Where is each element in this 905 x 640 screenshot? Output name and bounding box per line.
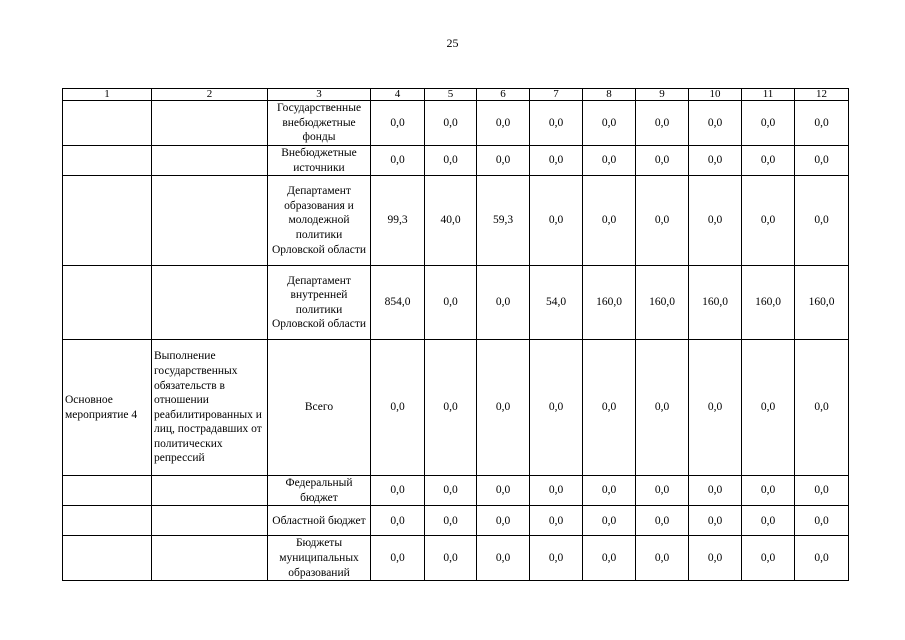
row-funding-source: Государственные внебюджетные фонды <box>268 101 371 146</box>
value-cell-col-11: 160,0 <box>742 266 795 340</box>
value-cell-col-12: 0,0 <box>795 506 849 536</box>
row-activity <box>63 536 152 581</box>
value-cell-col-5: 0,0 <box>425 476 477 506</box>
value-cell-col-6: 0,0 <box>477 506 530 536</box>
row-funding-source: Областной бюджет <box>268 506 371 536</box>
value-cell-col-12: 160,0 <box>795 266 849 340</box>
row-activity <box>63 506 152 536</box>
value-cell-col-10: 160,0 <box>689 266 742 340</box>
value-cell-col-8: 0,0 <box>583 340 636 476</box>
header-row <box>63 89 849 101</box>
value-cell-col-10: 0,0 <box>689 340 742 476</box>
value-cell-col-11: 0,0 <box>742 146 795 176</box>
row-activity <box>63 476 152 506</box>
row-description <box>152 266 268 340</box>
header-cell-5: 5 <box>425 89 477 101</box>
value-cell-col-9: 0,0 <box>636 146 689 176</box>
table-row <box>63 536 849 581</box>
value-cell-col-6: 0,0 <box>477 146 530 176</box>
value-cell-col-10: 0,0 <box>689 176 742 266</box>
page-number: 25 <box>446 36 459 50</box>
value-cell-col-8: 0,0 <box>583 536 636 581</box>
row-description <box>152 476 268 506</box>
value-cell-col-9: 0,0 <box>636 340 689 476</box>
row-funding-source: Федеральный бюджет <box>268 476 371 506</box>
value-cell-col-5: 0,0 <box>425 266 477 340</box>
value-cell-col-5: 0,0 <box>425 146 477 176</box>
value-cell-col-6: 0,0 <box>477 101 530 146</box>
value-cell-col-11: 0,0 <box>742 340 795 476</box>
value-cell-col-7: 0,0 <box>530 101 583 146</box>
row-funding-source: Всего <box>268 340 371 476</box>
table-row <box>63 506 849 536</box>
value-cell-col-12: 0,0 <box>795 476 849 506</box>
table-row <box>63 176 849 266</box>
value-cell-col-7: 0,0 <box>530 506 583 536</box>
value-cell-col-6: 0,0 <box>477 476 530 506</box>
value-cell-col-4: 99,3 <box>371 176 425 266</box>
value-cell-col-4: 0,0 <box>371 340 425 476</box>
value-cell-col-11: 0,0 <box>742 176 795 266</box>
budget-table <box>62 88 849 581</box>
value-cell-col-9: 0,0 <box>636 536 689 581</box>
row-activity <box>63 266 152 340</box>
value-cell-col-10: 0,0 <box>689 101 742 146</box>
value-cell-col-9: 0,0 <box>636 476 689 506</box>
value-cell-col-5: 0,0 <box>425 506 477 536</box>
row-funding-source: Департамент внутренней политики Орловской области <box>268 266 371 340</box>
value-cell-col-8: 0,0 <box>583 101 636 146</box>
header-cell-4: 4 <box>371 89 425 101</box>
row-activity: Основное мероприятие 4 <box>63 340 152 476</box>
header-cell-6: 6 <box>477 89 530 101</box>
value-cell-col-4: 0,0 <box>371 146 425 176</box>
value-cell-col-8: 0,0 <box>583 146 636 176</box>
value-cell-col-7: 0,0 <box>530 536 583 581</box>
value-cell-col-7: 0,0 <box>530 340 583 476</box>
table-row <box>63 476 849 506</box>
value-cell-col-8: 0,0 <box>583 476 636 506</box>
row-description <box>152 146 268 176</box>
value-cell-col-4: 0,0 <box>371 536 425 581</box>
header-cell-12: 12 <box>795 89 849 101</box>
header-cell-2: 2 <box>152 89 268 101</box>
value-cell-col-12: 0,0 <box>795 176 849 266</box>
row-activity <box>63 101 152 146</box>
value-cell-col-8: 160,0 <box>583 266 636 340</box>
value-cell-col-9: 0,0 <box>636 506 689 536</box>
value-cell-col-8: 0,0 <box>583 176 636 266</box>
value-cell-col-12: 0,0 <box>795 340 849 476</box>
value-cell-col-6: 59,3 <box>477 176 530 266</box>
value-cell-col-9: 160,0 <box>636 266 689 340</box>
value-cell-col-6: 0,0 <box>477 340 530 476</box>
value-cell-col-9: 0,0 <box>636 101 689 146</box>
row-description <box>152 536 268 581</box>
value-cell-col-4: 854,0 <box>371 266 425 340</box>
header-cell-7: 7 <box>530 89 583 101</box>
value-cell-col-10: 0,0 <box>689 506 742 536</box>
value-cell-col-6: 0,0 <box>477 266 530 340</box>
value-cell-col-9: 0,0 <box>636 176 689 266</box>
value-cell-col-4: 0,0 <box>371 476 425 506</box>
header-cell-10: 10 <box>689 89 742 101</box>
row-funding-source: Бюджеты муниципальных образований <box>268 536 371 581</box>
value-cell-col-5: 0,0 <box>425 101 477 146</box>
value-cell-col-10: 0,0 <box>689 536 742 581</box>
table-row <box>63 146 849 176</box>
value-cell-col-10: 0,0 <box>689 146 742 176</box>
value-cell-col-5: 0,0 <box>425 536 477 581</box>
row-funding-source: Внебюджетные источники <box>268 146 371 176</box>
table-row <box>63 340 849 476</box>
header-cell-3: 3 <box>268 89 371 101</box>
value-cell-col-7: 54,0 <box>530 266 583 340</box>
value-cell-col-11: 0,0 <box>742 101 795 146</box>
header-cell-8: 8 <box>583 89 636 101</box>
row-description <box>152 101 268 146</box>
value-cell-col-12: 0,0 <box>795 101 849 146</box>
header-cell-1: 1 <box>63 89 152 101</box>
value-cell-col-5: 40,0 <box>425 176 477 266</box>
value-cell-col-8: 0,0 <box>583 506 636 536</box>
row-description <box>152 176 268 266</box>
value-cell-col-5: 0,0 <box>425 340 477 476</box>
value-cell-col-11: 0,0 <box>742 506 795 536</box>
value-cell-col-12: 0,0 <box>795 146 849 176</box>
value-cell-col-4: 0,0 <box>371 506 425 536</box>
value-cell-col-11: 0,0 <box>742 536 795 581</box>
row-funding-source: Департамент образования и молодежной политики Орловской области <box>268 176 371 266</box>
value-cell-col-4: 0,0 <box>371 101 425 146</box>
value-cell-col-11: 0,0 <box>742 476 795 506</box>
value-cell-col-7: 0,0 <box>530 146 583 176</box>
value-cell-col-7: 0,0 <box>530 176 583 266</box>
table-row <box>63 266 849 340</box>
header-cell-9: 9 <box>636 89 689 101</box>
row-activity <box>63 176 152 266</box>
value-cell-col-6: 0,0 <box>477 536 530 581</box>
value-cell-col-10: 0,0 <box>689 476 742 506</box>
value-cell-col-12: 0,0 <box>795 536 849 581</box>
row-activity <box>63 146 152 176</box>
header-cell-11: 11 <box>742 89 795 101</box>
table-row <box>63 101 849 146</box>
value-cell-col-7: 0,0 <box>530 476 583 506</box>
row-description: Выполнение государственных обязательств в отношении реабилитированных и лиц, пострадавших от политических репрессий <box>152 340 268 476</box>
row-description <box>152 506 268 536</box>
